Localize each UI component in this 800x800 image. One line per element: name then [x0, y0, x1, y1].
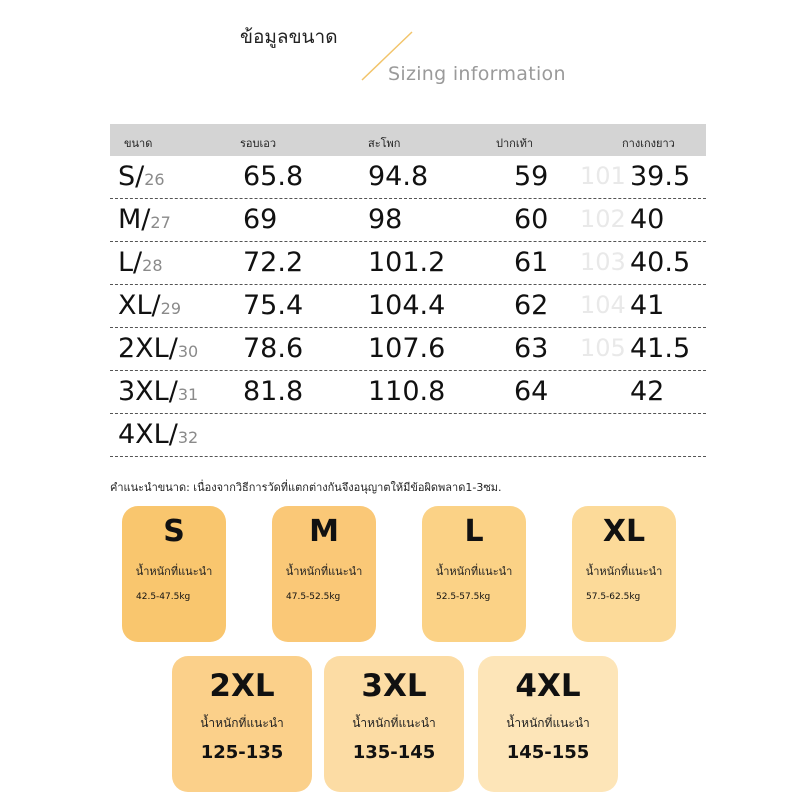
table-row: [110, 156, 706, 199]
table-row: [110, 199, 706, 242]
table-row: [110, 285, 706, 328]
hem-cell: 60: [514, 204, 549, 235]
weight-card-label: น้ำหนักที่แนะนำ: [200, 716, 284, 730]
weight-card-range: 145-155: [506, 742, 590, 763]
weight-card-label: น้ำหนักที่แนะนำ: [135, 565, 213, 578]
size-cell: [118, 290, 181, 321]
waist-code: 29: [160, 299, 181, 318]
weight-card-range: 47.5-52.5kg: [286, 592, 341, 602]
weight-card-range: 42.5-47.5kg: [136, 592, 191, 602]
faded-value: 101: [580, 162, 626, 190]
faded-value: 105: [580, 334, 626, 362]
hip-cell: 101.2: [368, 247, 446, 278]
waist-cell: 65.8: [243, 161, 304, 192]
weight-card-range: 125-135: [200, 742, 284, 763]
size-cell: [118, 247, 163, 278]
weight-card-size: 4XL: [515, 668, 581, 704]
title-english: Sizing information: [388, 63, 566, 85]
length-cell: 39.5: [630, 161, 691, 192]
weight-card-label: น้ำหนักที่แนะนำ: [506, 716, 590, 730]
hem-cell: 63: [514, 333, 549, 364]
size-label: S/: [118, 161, 145, 192]
waist-cell: 75.4: [243, 290, 304, 321]
weight-card-label: น้ำหนักที่แนะนำ: [285, 565, 363, 578]
waist-code: 31: [177, 385, 199, 404]
waist-code: 32: [177, 428, 199, 447]
weight-card: [122, 506, 226, 642]
table-header: [110, 124, 706, 156]
sizing-note: คำแนะนำขนาด: เนื่องจากวิธีการวัดที่แตกต่างกันจึงอนุญาตให้มีข้อผิดพลาด1-3ซม.: [110, 481, 502, 494]
weight-card: [324, 656, 464, 792]
header-length: กางเกงยาว: [622, 137, 675, 150]
waist-cell: 72.2: [243, 247, 304, 278]
weight-card: [478, 656, 618, 792]
waist-code: 30: [177, 342, 199, 361]
hem-cell: 61: [514, 247, 549, 278]
table-row: [110, 242, 706, 285]
waist-code: 28: [142, 256, 163, 275]
size-label: 4XL/: [118, 419, 178, 450]
size-label: 3XL/: [118, 376, 178, 407]
weight-card-range: 57.5-62.5kg: [586, 592, 641, 602]
weight-card-range: 52.5-57.5kg: [436, 592, 491, 602]
table-row: [110, 414, 706, 457]
weight-card: [172, 656, 312, 792]
table-row: [110, 371, 706, 414]
hem-cell: 62: [514, 290, 549, 321]
weight-card-label: น้ำหนักที่แนะนำ: [352, 716, 436, 730]
size-cell: [118, 333, 198, 364]
size-label: XL/: [118, 290, 161, 321]
weight-card-range: 135-145: [352, 742, 436, 763]
waist-cell: 81.8: [243, 376, 304, 407]
header-hem: ปากเท้า: [496, 137, 534, 150]
title-thai: ข้อมูลขนาด: [240, 26, 338, 48]
header-waist: รอบเอว: [240, 137, 277, 150]
weight-card-size: L: [464, 514, 484, 549]
size-table: [110, 124, 706, 457]
waist-cell: 69: [243, 204, 278, 235]
hip-cell: 107.6: [368, 333, 446, 364]
weight-card-size: XL: [602, 514, 646, 549]
header-hip: สะโพก: [368, 137, 401, 150]
waist-code: 26: [144, 170, 165, 189]
weight-card: [272, 506, 376, 642]
header-size: ขนาด: [124, 137, 153, 150]
hip-cell: 98: [368, 204, 403, 235]
faded-value: 104: [580, 291, 626, 319]
length-cell: 42: [630, 376, 665, 407]
hem-cell: 59: [514, 161, 549, 192]
hip-cell: 110.8: [368, 376, 446, 407]
length-cell: 40.5: [630, 247, 691, 278]
weight-card-label: น้ำหนักที่แนะนำ: [585, 565, 663, 578]
faded-value: 102: [580, 205, 626, 233]
weight-card: [572, 506, 676, 642]
size-cell: [118, 204, 171, 235]
size-label: 2XL/: [118, 333, 178, 364]
weight-card-size: 3XL: [361, 668, 427, 704]
size-cell: [118, 376, 198, 407]
waist-code: 27: [150, 213, 171, 232]
length-cell: 41.5: [630, 333, 691, 364]
length-cell: 41: [630, 290, 665, 321]
size-cell: [118, 161, 165, 192]
size-label: M/: [118, 204, 151, 235]
length-cell: 40: [630, 204, 665, 235]
faded-value: 103: [580, 248, 626, 276]
weight-card-label: น้ำหนักที่แนะนำ: [435, 565, 513, 578]
weight-card-size: 2XL: [209, 668, 275, 704]
weight-card-size: S: [163, 514, 185, 549]
hip-cell: 104.4: [368, 290, 446, 321]
table-row: [110, 328, 706, 371]
hem-cell: 64: [514, 376, 549, 407]
size-cell: [118, 419, 198, 450]
weight-card-size: M: [309, 514, 339, 549]
weight-card: [422, 506, 526, 642]
size-label: L/: [118, 247, 143, 278]
hip-cell: 94.8: [368, 161, 429, 192]
waist-cell: 78.6: [243, 333, 304, 364]
